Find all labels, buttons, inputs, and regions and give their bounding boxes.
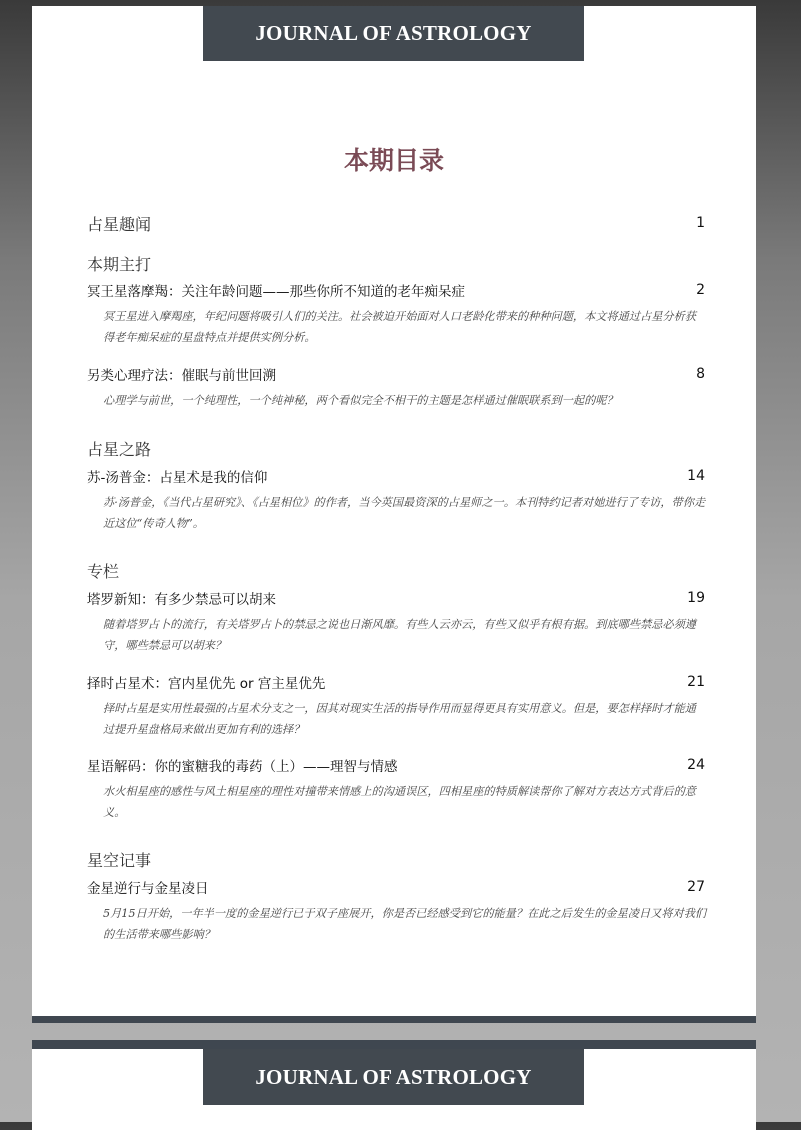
toc-entry[interactable] <box>87 755 705 775</box>
entry-description: 5月15日开始，一年半一度的金星逆行已于双子座展开，你是否已经感受到它的能量？在此之后发生的金星凌日又将对我们的生活带来哪些影响？ <box>103 907 707 941</box>
journal-masthead: JOURNAL OF ASTROLOGY <box>203 1049 584 1105</box>
entry-description: 苏·汤普金，《当代占星研究》、《占星相位》的作者，当今英国最资深的占星师之一。本刊特约记者对她进行了专访，带你走近这位“传奇人物”。 <box>103 496 706 530</box>
toc-entry[interactable] <box>87 672 705 692</box>
entry-description: 择时占星是实用性最强的占星术分支之一，因其对现实生活的指导作用而显得更具有实用意义。但是，要怎样择时才能通过提升星盘格局来做出更加有利的选择？ <box>103 702 696 736</box>
toc-entry[interactable] <box>87 213 705 233</box>
entry-description: 冥王星进入摩羯座，年纪问题将吸引人们的关注。社会被迫开始面对人口老龄化带来的种种问题，本文将通过占星分析获得老年痴呆症的星盘特点并提供实例分析。 <box>103 310 696 344</box>
page-number: 24 <box>687 757 705 773</box>
page-number: 2 <box>696 282 705 298</box>
page-number: 8 <box>696 366 705 382</box>
toc-entry[interactable] <box>87 466 705 486</box>
journal-masthead: JOURNAL OF ASTROLOGY <box>203 6 584 61</box>
page-number: 19 <box>687 590 705 606</box>
toc-page <box>32 6 756 1016</box>
entry-title: 另类心理疗法：催眠与前世回溯 <box>87 368 276 384</box>
entry-description: 心理学与前世，一个纯理性，一个纯神秘，两个看似完全不相干的主题是怎样通过催眠联系到一起的呢？ <box>103 394 618 407</box>
toc-entry[interactable] <box>87 364 705 384</box>
entry-description: 水火相星座的感性与风土相星座的理性对撞带来情感上的沟通误区，四相星座的特质解读帮你了解对方表达方式背后的意义。 <box>103 785 696 819</box>
page-number: 21 <box>687 674 705 690</box>
entry-title: 冥王星落摩羯：关注年龄问题——那些你所不知道的老年痴呆症 <box>87 284 465 300</box>
page-number: 27 <box>687 879 705 895</box>
entry-title: 塔罗新知：有多少禁忌可以胡来 <box>87 592 276 608</box>
page-number: 14 <box>687 468 705 484</box>
section-heading: 专栏 <box>87 562 120 581</box>
page-bottom-rule <box>32 1016 756 1023</box>
section-heading: 占星之路 <box>87 440 152 459</box>
section-title: 占星趣闻 <box>87 214 152 234</box>
section-heading: 星空记事 <box>87 851 152 870</box>
entry-title: 星语解码：你的蜜糖我的毒药（上）——理智与情感 <box>87 759 398 775</box>
entry-title: 择时占星术：宫内星优先 or 宫主星优先 <box>87 676 326 692</box>
page-top-rule <box>32 1040 756 1049</box>
next-page <box>32 1040 756 1130</box>
toc-entry[interactable] <box>87 588 705 608</box>
toc-entry[interactable] <box>87 877 705 897</box>
entry-description: 随着塔罗占卜的流行，有关塔罗占卜的禁忌之说也日渐风靡。有些人云亦云，有些又似乎有根有据。到底哪些禁忌必须遵守，哪些禁忌可以胡来？ <box>103 618 696 652</box>
toc-entry[interactable] <box>87 280 705 300</box>
section-heading: 本期主打 <box>87 255 152 274</box>
toc-title: 本期目录 <box>343 146 444 175</box>
page-number: 1 <box>696 215 705 231</box>
entry-title: 苏-汤普金：占星术是我的信仰 <box>87 470 268 486</box>
entry-title: 金星逆行与金星凌日 <box>87 881 209 897</box>
